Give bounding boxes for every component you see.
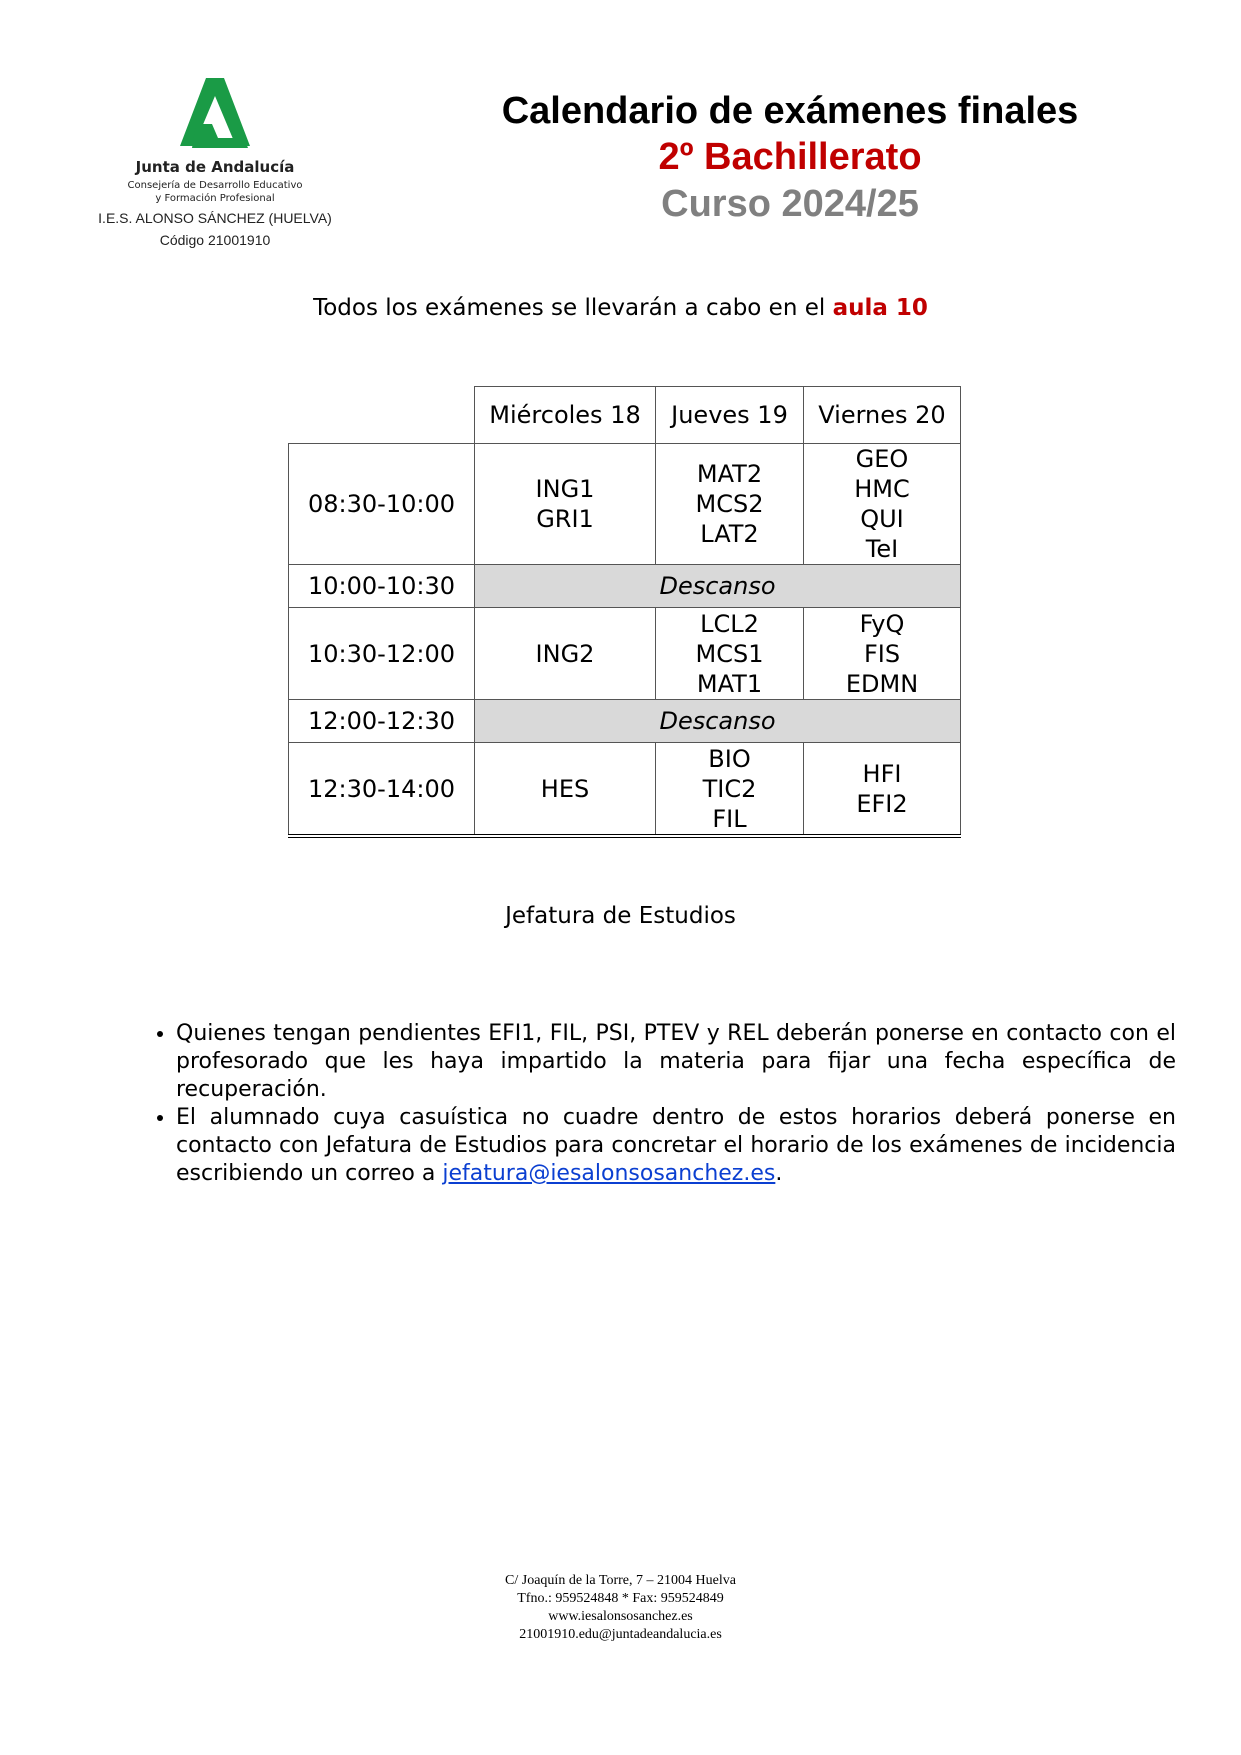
list-item [176, 1104, 1176, 1188]
email-link[interactable]: jefatura@iesalonsosanchez.es [442, 1161, 776, 1186]
subject-code: TIC2 [702, 774, 757, 803]
table-row [289, 743, 961, 837]
junta-andalucia-logo-icon [178, 76, 252, 150]
subject-code: FyQ [859, 609, 905, 638]
course-year: Curso 2024/25 [661, 183, 919, 225]
corner-cell [289, 387, 475, 444]
table-row [289, 444, 961, 565]
subject-code: HMC [854, 475, 910, 503]
page-subtitle: 2º Bachillerato [658, 136, 922, 178]
footer-email: 21001910.edu@juntadeandalucia.es [519, 1627, 722, 1642]
subject-code: MAT2 [696, 460, 763, 488]
break-row [289, 700, 961, 743]
note-text: El alumnado cuya casuística no cuadre dentro de estos horarios deberá ponerse en contacto con Jefatura de Estudios para concretar el horario de los exámenes de incidencia escribiendo un correo a [176, 1105, 1176, 1186]
exam-cell [656, 743, 804, 837]
org-name: Junta de Andalucía [135, 158, 295, 176]
exam-schedule-table [288, 386, 961, 838]
day-header: Jueves 19 [656, 387, 804, 444]
title-block [440, 88, 1140, 228]
time-slot: 12:30-14:00 [289, 743, 475, 837]
exam-cell [475, 608, 656, 700]
subject-code: MCS2 [695, 490, 764, 518]
subject-code: FIL [712, 804, 747, 833]
footer [0, 1572, 1241, 1644]
exam-cell [656, 608, 804, 700]
exam-cell [656, 444, 804, 565]
subject-code: ING2 [535, 639, 595, 668]
school-code: Código 21001910 [159, 232, 271, 248]
time-slot: 10:30-12:00 [289, 608, 475, 700]
footer-address: C/ Joaquín de la Torre, 7 – 21004 Huelva [505, 1573, 736, 1588]
footer-web: www.iesalonsosanchez.es [548, 1609, 693, 1624]
logo-block [70, 76, 360, 249]
exam-cell [804, 608, 961, 700]
footer-phones: Tfno.: 959524848 * Fax: 959524849 [517, 1591, 724, 1606]
day-header: Miércoles 18 [475, 387, 656, 444]
time-slot: 12:00-12:30 [289, 700, 475, 743]
subject-code: HFI [862, 759, 902, 788]
break-row [289, 565, 961, 608]
page-title: Calendario de exámenes finales [501, 90, 1079, 132]
subject-code: ING1 [535, 475, 595, 503]
subject-code: GEO [855, 445, 909, 473]
exam-cell [804, 444, 961, 565]
subject-code: FIS [863, 639, 901, 668]
subject-code: MCS1 [695, 639, 764, 668]
signoff: Jefatura de Estudios [505, 903, 736, 929]
intro-sentence: Todos los exámenes se llevarán a cabo en el [313, 295, 833, 321]
room-highlight: aula 10 [832, 295, 928, 321]
list-item: • Quienes tengan pendientes EFI1, FIL, PSI, PTEV y REL deberán ponerse en contacto con el profesorado que les haya impartido la materia para fijar una fecha específica de recuperación. [176, 1020, 1176, 1104]
subject-code: TeI [865, 535, 899, 563]
subject-code: GRI1 [536, 505, 594, 533]
note-end: . [775, 1161, 783, 1186]
subject-code: EFI2 [856, 789, 908, 818]
break-label: Descanso [475, 700, 961, 743]
subject-code: QUI [860, 505, 904, 533]
exam-cell [804, 743, 961, 837]
subject-code: LCL2 [700, 609, 759, 638]
subject-code: HES [540, 774, 590, 803]
time-slot: 08:30-10:00 [289, 444, 475, 565]
subject-code: BIO [708, 744, 751, 773]
subject-code: EDMN [845, 669, 919, 698]
notes-list [136, 1020, 1176, 1188]
org-subtitle-2: y Formación Profesional [155, 193, 275, 204]
exam-cell [475, 444, 656, 565]
header-row [289, 387, 961, 444]
school-name: I.E.S. ALONSO SÁNCHEZ (HUELVA) [98, 210, 332, 226]
subject-code: MAT1 [696, 669, 763, 698]
intro-text [0, 295, 1241, 321]
time-slot: 10:00-10:30 [289, 565, 475, 608]
subject-code: LAT2 [700, 520, 759, 548]
day-header: Viernes 20 [804, 387, 961, 444]
break-label: Descanso [475, 565, 961, 608]
exam-cell [475, 743, 656, 837]
table-row [289, 608, 961, 700]
org-subtitle-1: Consejería de Desarrollo Educativo [127, 180, 303, 191]
